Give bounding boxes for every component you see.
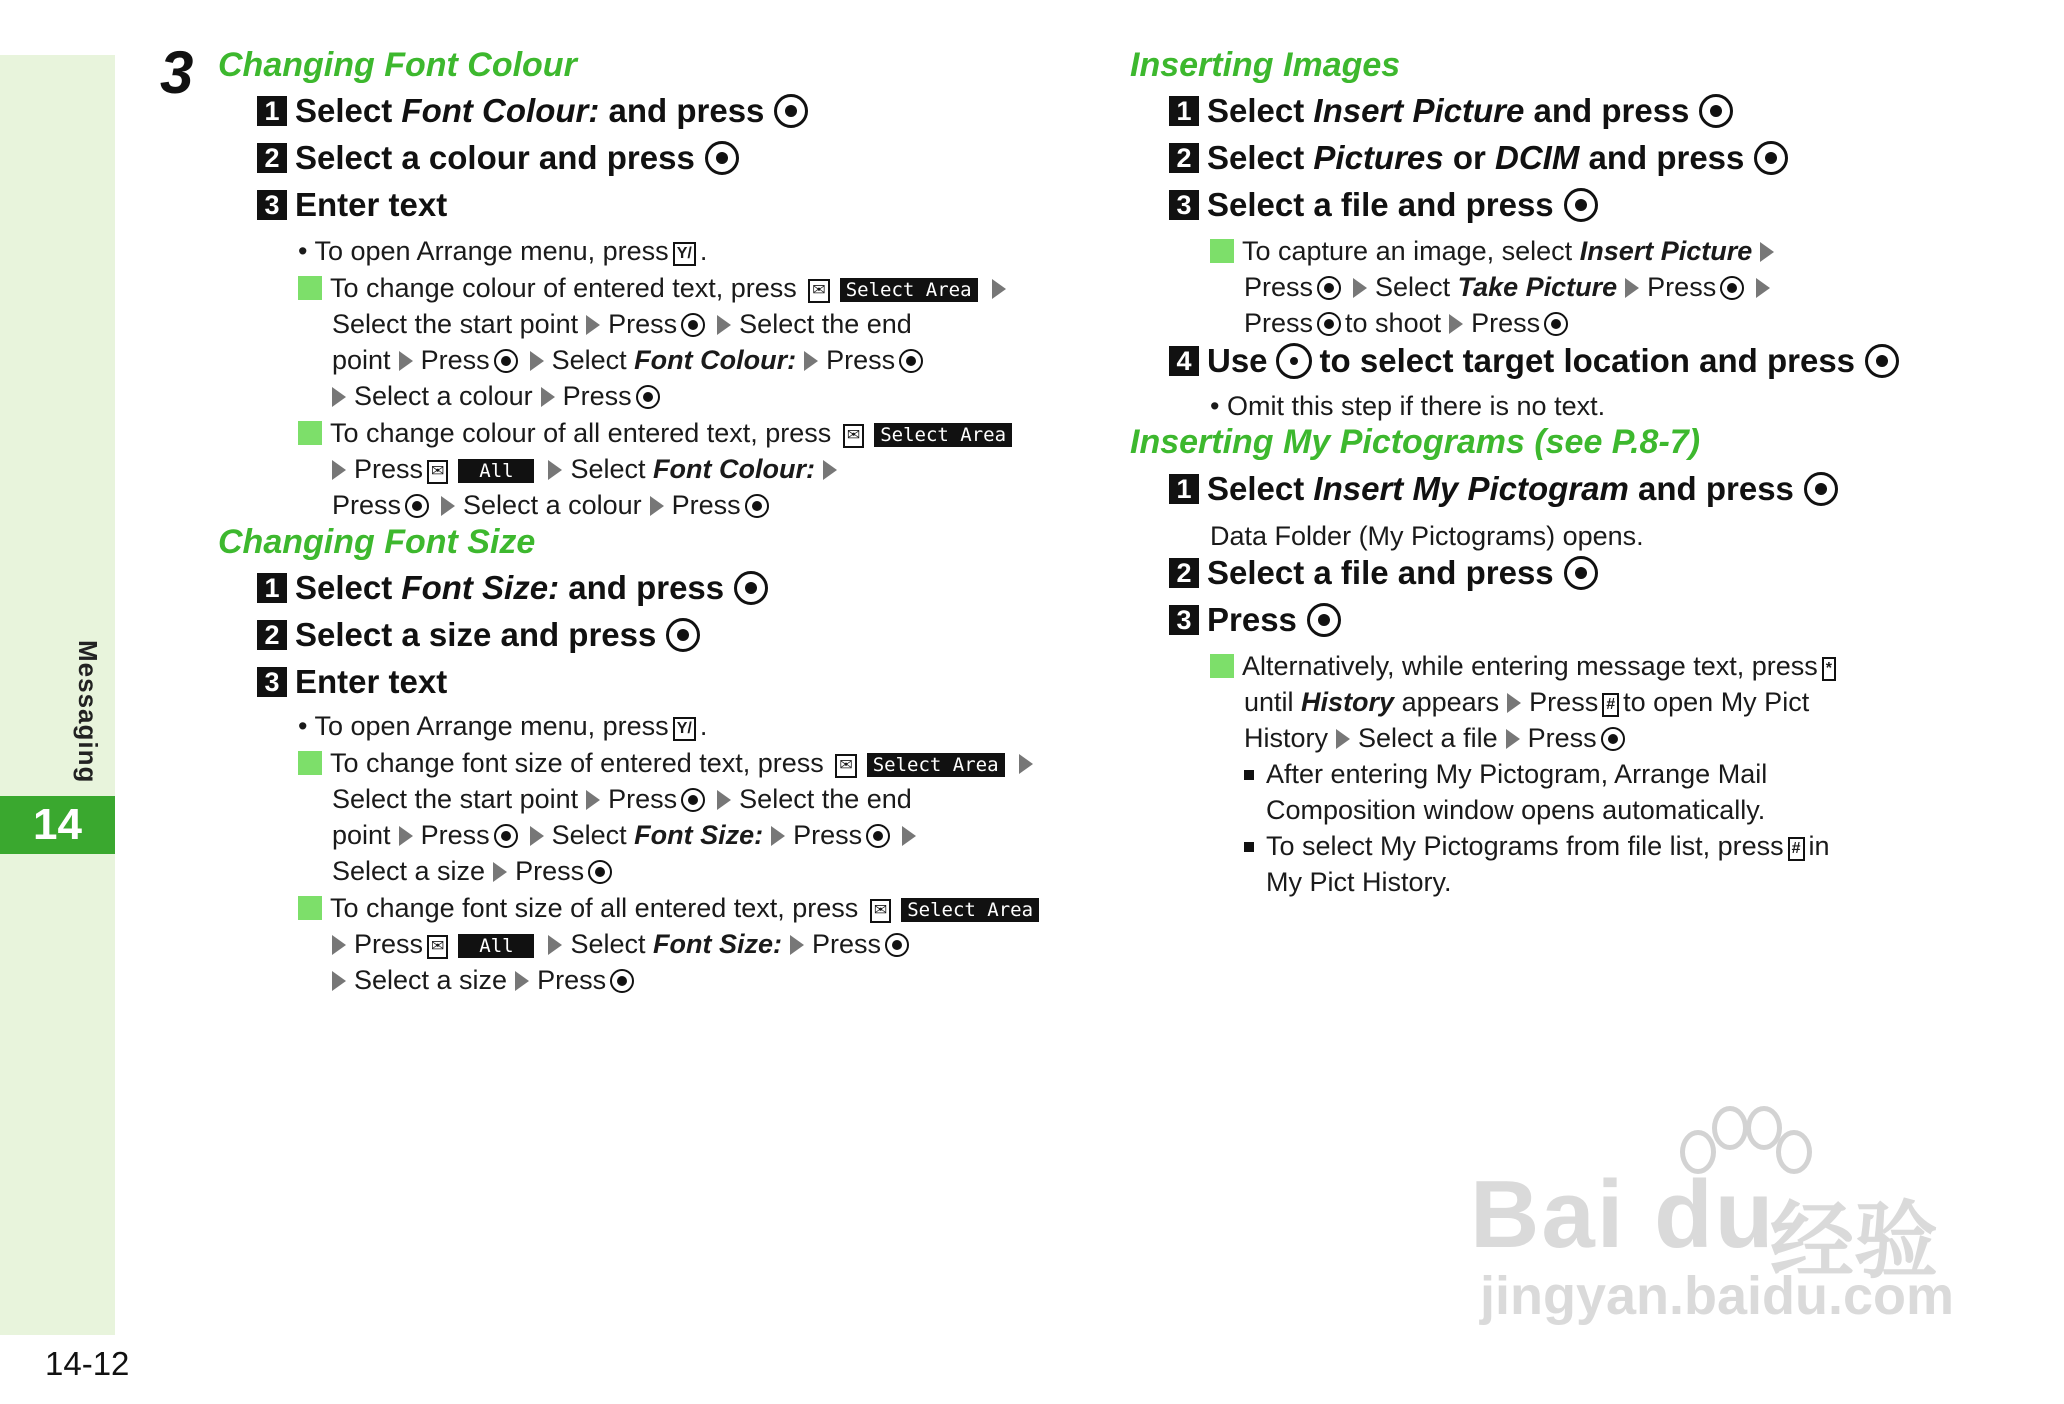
center-key-icon [1564,188,1598,222]
note-size-all-1: To change font size of all entered text, press ✉ Select Area [298,893,1045,924]
center-key-icon [1699,94,1733,128]
softkey-select-area: Select Area [840,278,978,302]
note-alternatively-2: until History appears Press # to open My Pict [1244,687,1810,717]
tip-square-icon [298,751,322,775]
tip-square-icon [298,276,322,300]
arrow-icon [493,862,507,882]
center-key-icon [1720,276,1744,300]
step-select-file: 3 Select a file and press [1169,186,1602,224]
section-title-pictograms: Inserting My Pictograms (see P.8-7) [1130,423,1701,461]
center-key-icon [1754,141,1788,175]
note-size-entered-2: Select the start point Press Select the end [332,784,912,814]
note-omit-step: • Omit this step if there is no text. [1210,391,1606,421]
note-size-entered-3: point Press Select Font Size: Press [332,820,924,851]
bullet-square-icon [1244,842,1254,852]
arrow-icon [399,826,413,846]
center-key-icon [866,824,890,848]
note-data-folder: Data Folder (My Pictograms) opens. [1210,521,1644,551]
mail-key-icon: ✉ [427,460,448,484]
note-size-all-3: Select a size Press [332,965,638,996]
note-capture-3: Press to shoot Press [1244,308,1572,339]
arrow-icon [1336,729,1350,749]
mail-key-icon: ✉ [835,754,856,778]
watermark-brand-cn: 经验 [1770,1194,1939,1288]
mail-key-icon: ✉ [843,424,864,448]
note-alternatively-3: History Select a file Press [1244,723,1629,754]
bullet-after-entering-1: After entering My Pictogram, Arrange Mail [1244,759,1767,790]
center-key-icon [1317,276,1341,300]
step-pictures-dcim: 2 Select Pictures or DCIM and press [1169,139,1792,177]
center-key-icon [885,933,909,957]
arrow-icon [1353,278,1367,298]
arrow-icon [1506,729,1520,749]
hash-key-icon: # [1602,693,1619,717]
note-size-all-2: Press ✉ All Select Font Size: Press [332,929,913,960]
center-key-icon [610,969,634,993]
navigation-key-icon [1276,343,1312,379]
center-key-icon [1307,603,1341,637]
step-press: 3 Press [1169,601,1345,639]
center-key-icon [1804,472,1838,506]
note-colour-entered-4: Select a colour Press [332,381,664,412]
center-key-icon [636,385,660,409]
tip-square-icon [298,421,322,445]
tip-square-icon [298,896,322,920]
step-select-file-2: 2 Select a file and press [1169,554,1602,592]
mail-key-icon: ✉ [870,899,891,923]
baidu-watermark [1470,1100,2010,1330]
arrow-icon [992,279,1006,299]
note-size-entered-1: To change font size of entered text, press ✉ Select Area [298,748,1041,779]
center-key-icon [1865,344,1899,378]
arrow-icon [548,935,562,955]
center-key-icon [588,860,612,884]
center-key-icon [745,494,769,518]
tip-square-icon [1210,239,1234,263]
note-colour-entered-2: Select the start point Press Select the end [332,309,912,339]
arrow-icon [1449,314,1463,334]
step-select-colour: 2 Select a colour and press [257,139,743,177]
star-key-icon: * [1822,657,1836,681]
section-title-inserting-images: Inserting Images [1130,46,1401,84]
section-title-font-size: Changing Font Size [218,523,536,561]
bullet-after-entering-2: Composition window opens automatically. [1266,795,1766,825]
arrow-icon [530,826,544,846]
center-key-icon [774,94,808,128]
arrow-icon [771,826,785,846]
arrow-icon [586,315,600,335]
arrow-icon [530,351,544,371]
tip-square-icon [1210,654,1234,678]
arrow-icon [804,351,818,371]
note-colour-all-2: Press ✉ All Select Font Colour: [332,454,845,485]
section-title-font-colour: Changing Font Colour [218,46,577,84]
arrow-icon [441,496,455,516]
center-key-icon [405,494,429,518]
note-colour-entered-1: To change colour of entered text, press ✉ Select Area [298,273,1014,304]
arrow-icon [1760,242,1774,262]
arrow-icon [548,460,562,480]
step-use-nav-key: 4 Use to select target location and press [1169,342,1903,380]
bullet-select-from-list-1: To select My Pictograms from file list, press # in [1244,831,1830,862]
arrow-icon [332,971,346,991]
arrow-icon [790,935,804,955]
arrow-icon [1507,693,1521,713]
note-capture-2: Press Select Take Picture Press [1244,272,1778,303]
arrow-icon [1625,278,1639,298]
arrow-icon [717,315,731,335]
softkey-select-area: Select Area [874,423,1012,447]
arrow-icon [332,935,346,955]
note-size-entered-4: Select a size Press [332,856,616,887]
chapter-label: Messaging [73,640,103,784]
mail-key-icon: ✉ [427,935,448,959]
arrow-icon [332,460,346,480]
center-key-icon [1601,727,1625,751]
step-insert-my-pictogram: 1 Select Insert My Pictogram and press [1169,470,1842,508]
center-key-icon [899,349,923,373]
bullet-select-from-list-2: My Pict History. [1266,867,1452,897]
step-enter-text: 3 Enter text [257,186,447,224]
center-key-icon [494,824,518,848]
center-key-icon [1317,312,1341,336]
bullet-square-icon [1244,770,1254,780]
page-number: 14-12 [45,1345,130,1382]
center-key-icon [734,571,768,605]
key-icon: Y/ [673,717,696,741]
hash-key-icon: # [1788,837,1805,861]
arrow-icon [902,826,916,846]
center-key-icon [1564,556,1598,590]
watermark-brand: Bai du [1470,1161,1776,1268]
arrow-icon [515,971,529,991]
center-key-icon [1544,312,1568,336]
arrow-icon [650,496,664,516]
softkey-select-area: Select Area [867,753,1005,777]
note-colour-all-1: To change colour of all entered text, press ✉ Select Area [298,418,1018,449]
center-key-icon [705,141,739,175]
step-number: 3 [160,39,194,106]
step-select-font-size: 1 Select Font Size: and press [257,569,772,607]
center-key-icon [666,618,700,652]
mail-key-icon: ✉ [808,279,829,303]
watermark-url: jingyan.baidu.com [1480,1266,1955,1326]
step-num: 1 [257,96,287,126]
note-arrange-menu: • To open Arrange menu, press Y/ . [298,236,708,266]
center-key-icon [494,349,518,373]
arrow-icon [823,460,837,480]
step-insert-picture: 1 Select Insert Picture and press [1169,92,1737,130]
note-capture-1: To capture an image, select Insert Picture [1210,236,1782,267]
chapter-number-tab: 14 [0,796,115,854]
arrow-icon [1019,754,1033,774]
softkey-select-area: Select Area [901,898,1039,922]
step-select-size: 2 Select a size and press [257,616,704,654]
arrow-icon [717,790,731,810]
note-arrange-menu-size: • To open Arrange menu, press Y/ . [298,711,708,741]
arrow-icon [399,351,413,371]
step-enter-text-size: 3 Enter text [257,663,447,701]
note-colour-entered-3: point Press Select Font Colour: Press [332,345,927,376]
center-key-icon [681,788,705,812]
center-key-icon [681,313,705,337]
key-icon: Y/ [673,242,696,266]
arrow-icon [332,387,346,407]
arrow-icon [541,387,555,407]
softkey-all: All [458,459,534,483]
arrow-icon [1756,278,1770,298]
step-select-font-colour: 1 Select Font Colour: and press [257,92,812,130]
softkey-all: All [458,934,534,958]
arrow-icon [586,790,600,810]
note-colour-all-3: Press Select a colour Press [332,490,773,521]
note-alternatively-1: Alternatively, while entering message text, press * [1210,651,1840,682]
